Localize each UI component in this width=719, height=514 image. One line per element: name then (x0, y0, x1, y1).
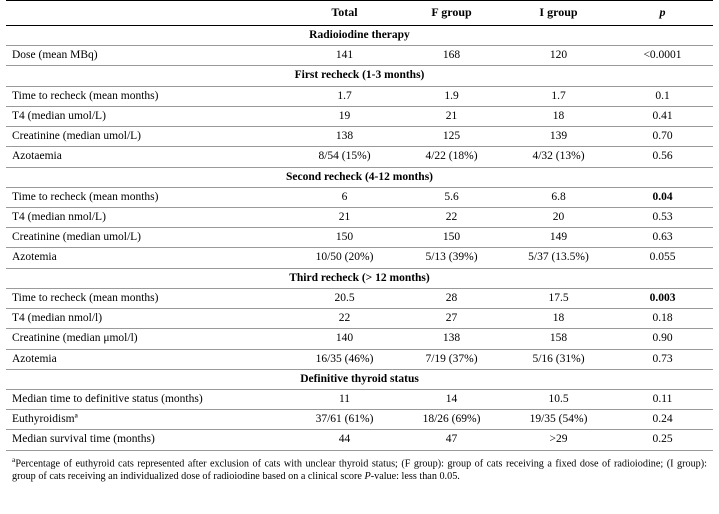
cell-p-value: 0.53 (612, 207, 713, 227)
cell-f-group: 14 (398, 389, 505, 409)
column-header-f-group: F group (398, 1, 505, 26)
row-label: Creatinine (median umol/L) (6, 127, 291, 147)
row-label: Euthyroidismª (6, 410, 291, 430)
cell-f-group: 4/22 (18%) (398, 147, 505, 167)
table-section-header-row (6, 369, 713, 389)
cell-p-value: 0.04 (612, 187, 713, 207)
row-label: T4 (median nmol/l) (6, 309, 291, 329)
cell-total: 11 (291, 389, 398, 409)
cell-p-value: 0.055 (612, 248, 713, 268)
cell-f-group: 5/13 (39%) (398, 248, 505, 268)
footnote-marker: a (12, 454, 16, 464)
cell-i-group: 10.5 (505, 389, 612, 409)
table-row (6, 106, 713, 126)
cell-i-group: 158 (505, 329, 612, 349)
cell-f-group: 5.6 (398, 187, 505, 207)
table-row (6, 410, 713, 430)
table-section-header-row (6, 26, 713, 46)
section-heading: Radioiodine therapy (6, 26, 713, 46)
cell-p-value: 0.90 (612, 329, 713, 349)
table-row (6, 288, 713, 308)
cell-f-group: 125 (398, 127, 505, 147)
cell-total: 10/50 (20%) (291, 248, 398, 268)
table-body (6, 26, 713, 451)
row-label: Azotemia (6, 349, 291, 369)
column-header-p-value: p (612, 1, 713, 26)
cell-p-value: <0.0001 (612, 46, 713, 66)
cell-i-group: 18 (505, 309, 612, 329)
cell-total: 21 (291, 207, 398, 227)
table-row (6, 46, 713, 66)
cell-total: 6 (291, 187, 398, 207)
cell-total: 37/61 (61%) (291, 410, 398, 430)
cell-p-value: 0.18 (612, 309, 713, 329)
row-label: Creatinine (median μmol/l) (6, 329, 291, 349)
row-label: Median time to definitive status (months) (6, 389, 291, 409)
row-label: T4 (median umol/L) (6, 106, 291, 126)
section-heading: Third recheck (> 12 months) (6, 268, 713, 288)
row-label: Median survival time (months) (6, 430, 291, 450)
cell-i-group: 17.5 (505, 288, 612, 308)
cell-i-group: 18 (505, 106, 612, 126)
table-row (6, 127, 713, 147)
cell-total: 138 (291, 127, 398, 147)
cell-i-group: 5/16 (31%) (505, 349, 612, 369)
cell-total: 1.7 (291, 86, 398, 106)
table-row (6, 389, 713, 409)
table-row (6, 248, 713, 268)
cell-p-value: 0.24 (612, 410, 713, 430)
cell-i-group: 5/37 (13.5%) (505, 248, 612, 268)
table-row (6, 430, 713, 450)
cell-f-group: 28 (398, 288, 505, 308)
cell-f-group: 150 (398, 228, 505, 248)
section-heading: First recheck (1-3 months) (6, 66, 713, 86)
cell-f-group: 7/19 (37%) (398, 349, 505, 369)
table-header (6, 1, 713, 26)
column-header-i-group: I group (505, 1, 612, 26)
cell-f-group: 168 (398, 46, 505, 66)
cell-p-value: 0.73 (612, 349, 713, 369)
table-row (6, 309, 713, 329)
table-row (6, 86, 713, 106)
cell-p-value: 0.56 (612, 147, 713, 167)
cell-total: 150 (291, 228, 398, 248)
table-section-header-row (6, 66, 713, 86)
table-section-header-row (6, 268, 713, 288)
footnote-text: Percentage of euthyroid cats represented after exclusion of cats with unclear thyroid status; (F group): group of cats receiving a fixed dose of radioiodine; (I group): group of cats receiving an individualized dose of radioiodine based on a clinical score (12, 457, 707, 483)
table-row (6, 147, 713, 167)
cell-p-value: 0.70 (612, 127, 713, 147)
row-label: Time to recheck (mean months) (6, 187, 291, 207)
table-row (6, 207, 713, 227)
table-header-row (6, 1, 713, 26)
table-row (6, 187, 713, 207)
column-header-total: Total (291, 1, 398, 26)
cell-total: 141 (291, 46, 398, 66)
cell-p-value: 0.003 (612, 288, 713, 308)
cell-i-group: 139 (505, 127, 612, 147)
cell-total: 8/54 (15%) (291, 147, 398, 167)
footnote-text-tail: -value: less than 0.05. (370, 471, 460, 483)
row-label: Azotaemia (6, 147, 291, 167)
row-label: Dose (mean MBq) (6, 46, 291, 66)
cell-f-group: 27 (398, 309, 505, 329)
cell-total: 20.5 (291, 288, 398, 308)
cell-i-group: 149 (505, 228, 612, 248)
cell-i-group: >29 (505, 430, 612, 450)
cell-f-group: 18/26 (69%) (398, 410, 505, 430)
cell-total: 44 (291, 430, 398, 450)
table-row (6, 329, 713, 349)
table-row (6, 228, 713, 248)
cell-total: 16/35 (46%) (291, 349, 398, 369)
cell-p-value: 0.63 (612, 228, 713, 248)
cell-i-group: 4/32 (13%) (505, 147, 612, 167)
cell-f-group: 22 (398, 207, 505, 227)
table-row (6, 349, 713, 369)
table-footnote (6, 451, 713, 483)
table-section-header-row (6, 167, 713, 187)
row-label: Creatinine (median umol/L) (6, 228, 291, 248)
cell-p-value: 0.1 (612, 86, 713, 106)
row-label: Time to recheck (mean months) (6, 288, 291, 308)
column-header-label (6, 1, 291, 26)
row-label: T4 (median nmol/L) (6, 207, 291, 227)
results-table (6, 0, 713, 451)
cell-i-group: 20 (505, 207, 612, 227)
cell-i-group: 120 (505, 46, 612, 66)
footnote-italic-p: P (364, 471, 371, 483)
cell-f-group: 138 (398, 329, 505, 349)
cell-total: 22 (291, 309, 398, 329)
cell-p-value: 0.25 (612, 430, 713, 450)
cell-p-value: 0.11 (612, 389, 713, 409)
cell-i-group: 19/35 (54%) (505, 410, 612, 430)
cell-total: 19 (291, 106, 398, 126)
cell-i-group: 1.7 (505, 86, 612, 106)
cell-total: 140 (291, 329, 398, 349)
row-label: Time to recheck (mean months) (6, 86, 291, 106)
cell-f-group: 1.9 (398, 86, 505, 106)
cell-p-value: 0.41 (612, 106, 713, 126)
cell-i-group: 6.8 (505, 187, 612, 207)
section-heading: Definitive thyroid status (6, 369, 713, 389)
cell-f-group: 47 (398, 430, 505, 450)
cell-f-group: 21 (398, 106, 505, 126)
row-label: Azotemia (6, 248, 291, 268)
section-heading: Second recheck (4-12 months) (6, 167, 713, 187)
